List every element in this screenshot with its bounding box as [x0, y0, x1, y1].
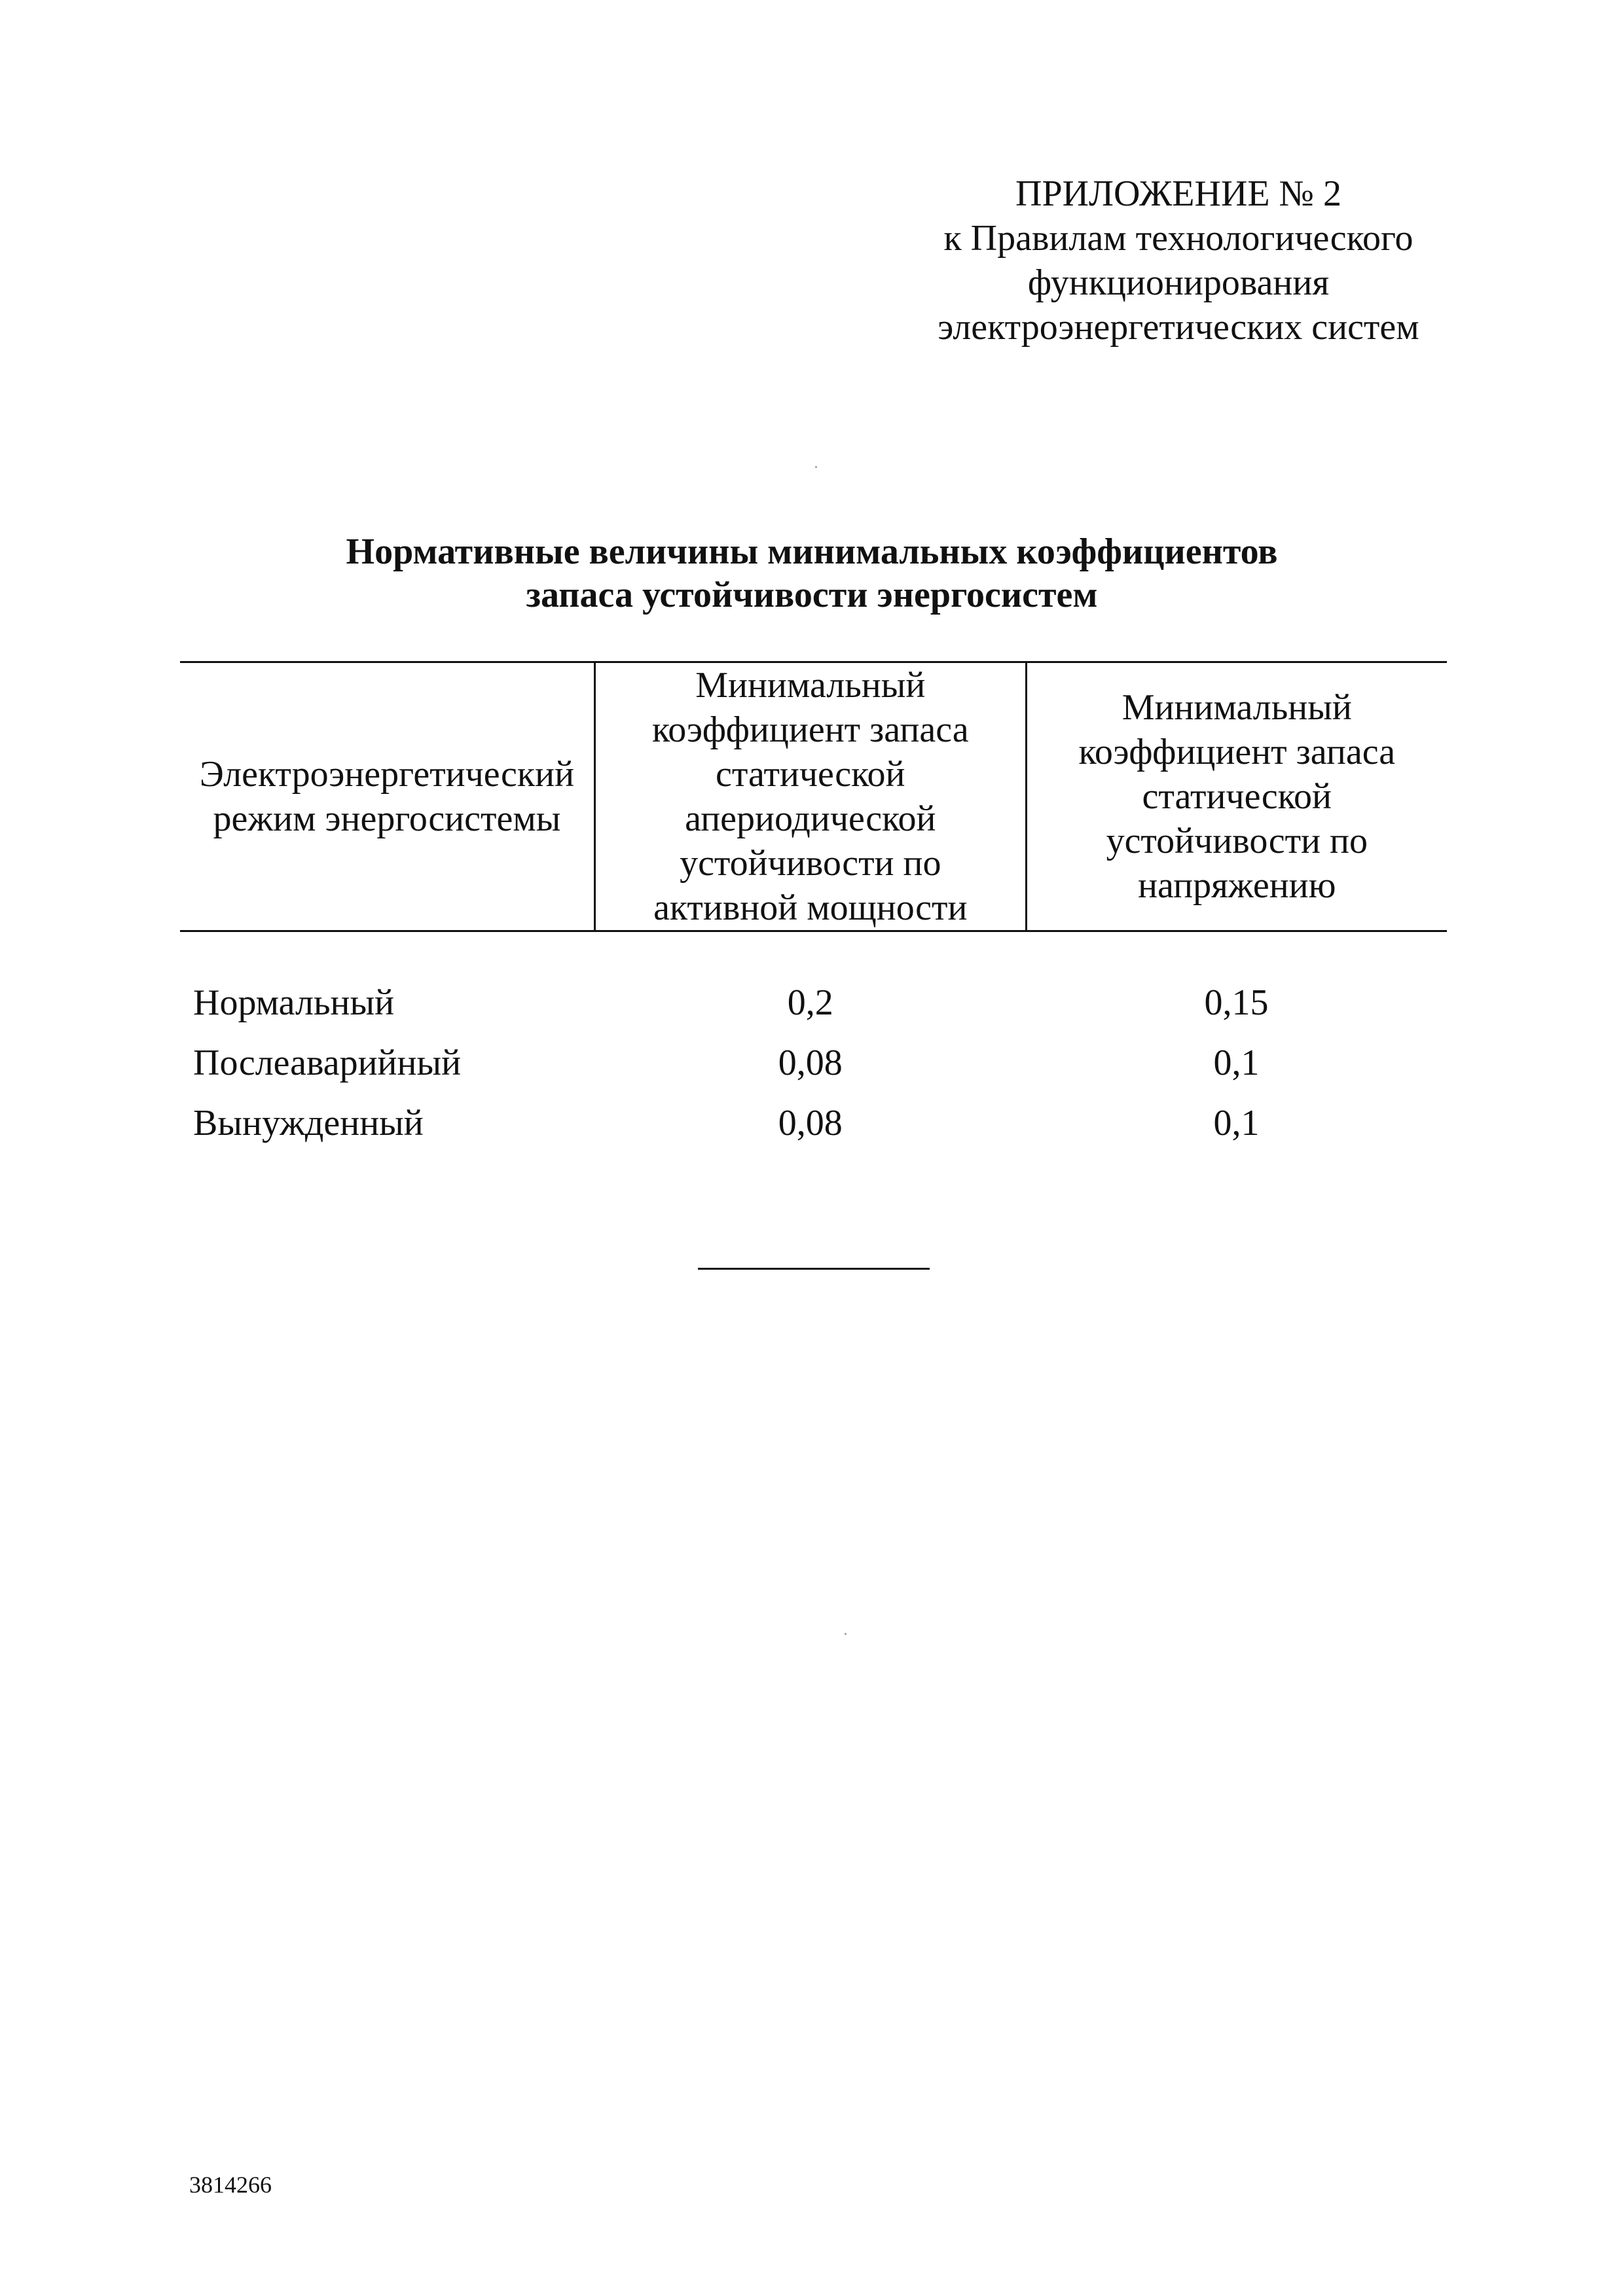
table-row: [180, 1093, 1447, 1153]
header-line: активной мощности: [653, 888, 968, 928]
table-row: [180, 973, 1447, 1033]
cell-active-power: 0,08: [778, 1043, 843, 1083]
header-line: статической: [1142, 776, 1332, 817]
header-line: устойчивости по: [1106, 821, 1368, 861]
scan-speck: [845, 1633, 847, 1635]
header-line: Минимальный: [695, 665, 926, 706]
table-row: [180, 1033, 1447, 1093]
document-code: 3814266: [189, 2172, 272, 2198]
appendix-subtitle-line: к Правилам технологического: [943, 218, 1413, 259]
end-of-document-rule: [698, 1268, 930, 1270]
header-regime: [180, 662, 594, 931]
cell-active-power: 0,08: [778, 1103, 843, 1143]
header-line: коэффициент запаса: [651, 709, 969, 750]
stability-coefficients-table: [180, 661, 1447, 1153]
appendix-subtitle-line: электроэнергетических систем: [938, 307, 1419, 348]
table-header-row: [180, 662, 1447, 931]
cell-active-power: 0,2: [787, 982, 833, 1023]
appendix-block: [910, 171, 1447, 350]
header-line: напряжению: [1138, 865, 1336, 906]
cell-voltage: 0,15: [1204, 982, 1269, 1023]
appendix-subtitle-line: функционирования: [1027, 262, 1330, 303]
header-line: статической: [716, 754, 905, 795]
cell-regime: Послеаварийный: [193, 1043, 462, 1083]
cell-regime: Вынужденный: [193, 1103, 424, 1143]
header-line: устойчивости по: [680, 843, 941, 884]
header-line: режим энергосистемы: [213, 798, 561, 839]
cell-voltage: 0,1: [1213, 1103, 1260, 1143]
header-line: апериодической: [685, 798, 936, 839]
cell-regime: Нормальный: [193, 982, 395, 1023]
header-active-power: [594, 662, 1026, 931]
document-title: [196, 530, 1427, 617]
appendix-title: ПРИЛОЖЕНИЕ № 2: [1015, 173, 1341, 214]
header-line: Минимальный: [1122, 687, 1352, 728]
header-line: Электроэнергетический: [199, 754, 575, 795]
table-spacer-row: [180, 931, 1447, 973]
header-line: коэффициент запаса: [1078, 732, 1396, 772]
document-title-line: запаса устойчивости энергосистем: [526, 575, 1098, 615]
scan-speck: [815, 466, 817, 468]
cell-voltage: 0,1: [1213, 1043, 1260, 1083]
header-voltage: [1026, 662, 1447, 931]
document-title-line: Нормативные величины минимальных коэффициентов: [346, 531, 1278, 572]
